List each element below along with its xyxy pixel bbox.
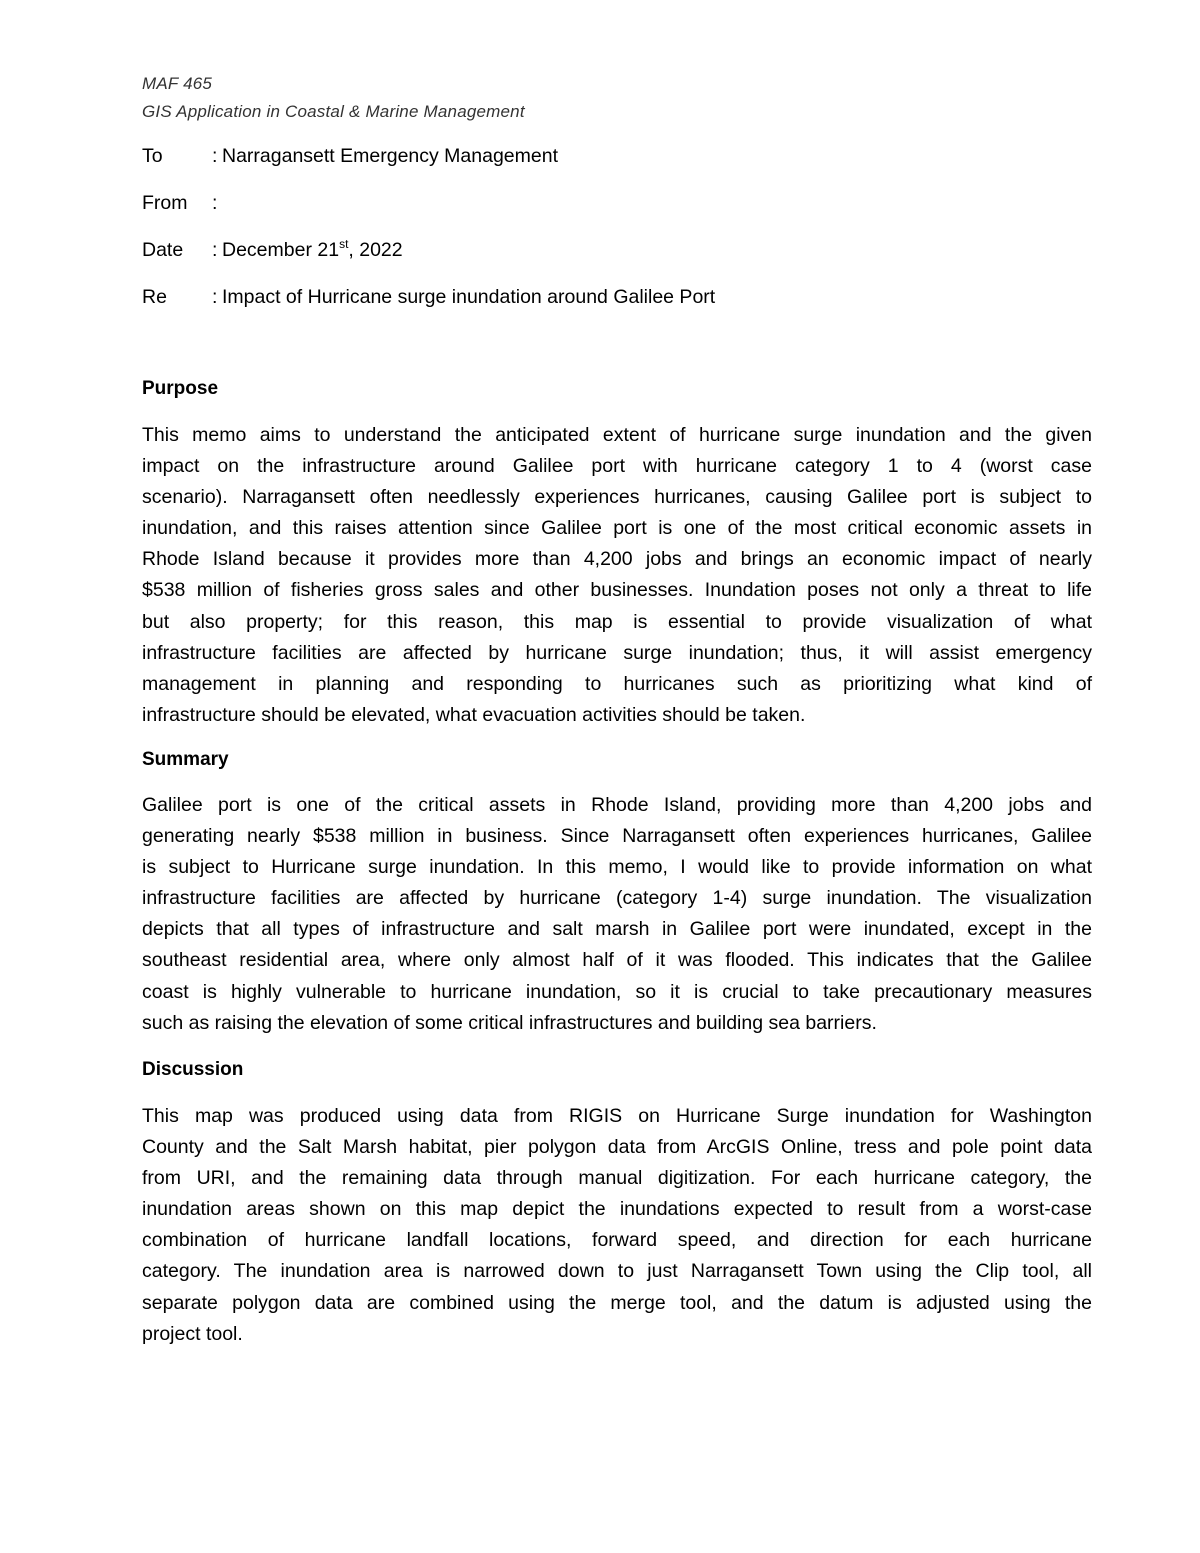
memo-date-value	[222, 239, 403, 261]
memo-colon: :	[212, 192, 218, 214]
course-code: MAF 465	[142, 74, 213, 93]
purpose-paragraph	[142, 420, 1092, 731]
paragraph-line: infrastructure facilities are affected by hurricane surge inundation; thus, it will assist emergency	[142, 641, 1092, 664]
paragraph-line: inundation areas shown on this map depict the inundations expected to result from a worst-case	[142, 1198, 1092, 1221]
paragraph-line: Rhode Island because it provides more than 4,200 jobs and brings an economic impact of nearly	[142, 548, 1092, 571]
paragraph-line: management in planning and responding to hurricanes such as prioritizing what kind of	[142, 672, 1092, 695]
paragraph-line: combination of hurricane landfall locations, forward speed, and direction for each hurricane	[142, 1229, 1092, 1252]
memo-colon: :	[212, 286, 218, 308]
paragraph-line: depicts that all types of infrastructure and salt marsh in Galilee port were inundated, except in the	[142, 918, 1092, 941]
paragraph-line: This map was produced using data from RIGIS on Hurricane Surge inundation for Washington	[142, 1105, 1092, 1127]
memo-re-value: Impact of Hurricane surge inundation around Galilee Port	[222, 286, 716, 308]
summary-paragraph	[142, 790, 1092, 1039]
memo-re-row	[142, 284, 715, 310]
paragraph-line: project tool.	[142, 1322, 243, 1345]
memo-date-label: Date	[142, 239, 184, 261]
paragraph-line: scenario). Narragansett often needlessly experiences hurricanes, causing Galilee port is subject to	[142, 486, 1092, 509]
discussion-paragraph	[142, 1101, 1092, 1350]
memo-colon: :	[212, 239, 218, 261]
discussion-heading: Discussion	[142, 1059, 244, 1080]
memo-colon: :	[212, 145, 218, 167]
paragraph-line: This memo aims to understand the anticipated extent of hurricane surge inundation and the given	[142, 424, 1092, 446]
paragraph-line: from URI, and the remaining data through manual digitization. For each hurricane category, the	[142, 1167, 1092, 1190]
purpose-heading: Purpose	[142, 378, 219, 399]
memo-to-value: Narragansett Emergency Management	[222, 145, 559, 167]
memo-from-row	[142, 190, 222, 216]
memo-to-row	[142, 143, 558, 169]
memo-date-day: December 21	[222, 239, 340, 261]
paragraph-line: inundation, and this raises attention since Galilee port is one of the most critical economic assets in	[142, 517, 1092, 540]
memo-re-label: Re	[142, 286, 167, 308]
memo-date-ordinal: st	[339, 237, 349, 251]
memo-from-label: From	[142, 192, 188, 214]
paragraph-line: but also property; for this reason, this map is essential to provide visualization of what	[142, 610, 1092, 633]
paragraph-line: Galilee port is one of the critical assets in Rhode Island, providing more than 4,200 jobs and	[142, 794, 1092, 816]
paragraph-line: southeast residential area, where only almost half of it was flooded. This indicates that the Galilee	[142, 949, 1092, 972]
paragraph-line: infrastructure facilities are affected by hurricane (category 1-4) surge inundation. The visualization	[142, 887, 1092, 910]
paragraph-line: is subject to Hurricane surge inundation. In this memo, I would like to provide information on what	[142, 856, 1092, 879]
paragraph-line: such as raising the elevation of some critical infrastructures and building sea barriers.	[142, 1011, 877, 1034]
paragraph-line: separate polygon data are combined using the merge tool, and the datum is adjusted using the	[142, 1291, 1092, 1314]
course-title: GIS Application in Coastal & Marine Management	[142, 102, 525, 121]
memo-date-row	[142, 237, 403, 263]
paragraph-line: impact on the infrastructure around Galilee port with hurricane category 1 to 4 (worst case	[142, 455, 1092, 478]
summary-heading: Summary	[142, 749, 229, 770]
paragraph-line: $538 million of fisheries gross sales and other businesses. Inundation poses not only a threat to life	[142, 579, 1092, 602]
paragraph-line: infrastructure should be elevated, what evacuation activities should be taken.	[142, 703, 806, 726]
paragraph-line: coast is highly vulnerable to hurricane inundation, so it is crucial to take precautionary measures	[142, 980, 1092, 1003]
memo-date-year: , 2022	[348, 239, 403, 261]
paragraph-line: County and the Salt Marsh habitat, pier polygon data from ArcGIS Online, tress and pole point data	[142, 1136, 1092, 1159]
paragraph-line: category. The inundation area is narrowed down to just Narragansett Town using the Clip tool, all	[142, 1260, 1092, 1283]
memo-to-label: To	[142, 145, 163, 167]
paragraph-line: generating nearly $538 million in business. Since Narragansett often experiences hurricanes, Galilee	[142, 825, 1092, 848]
